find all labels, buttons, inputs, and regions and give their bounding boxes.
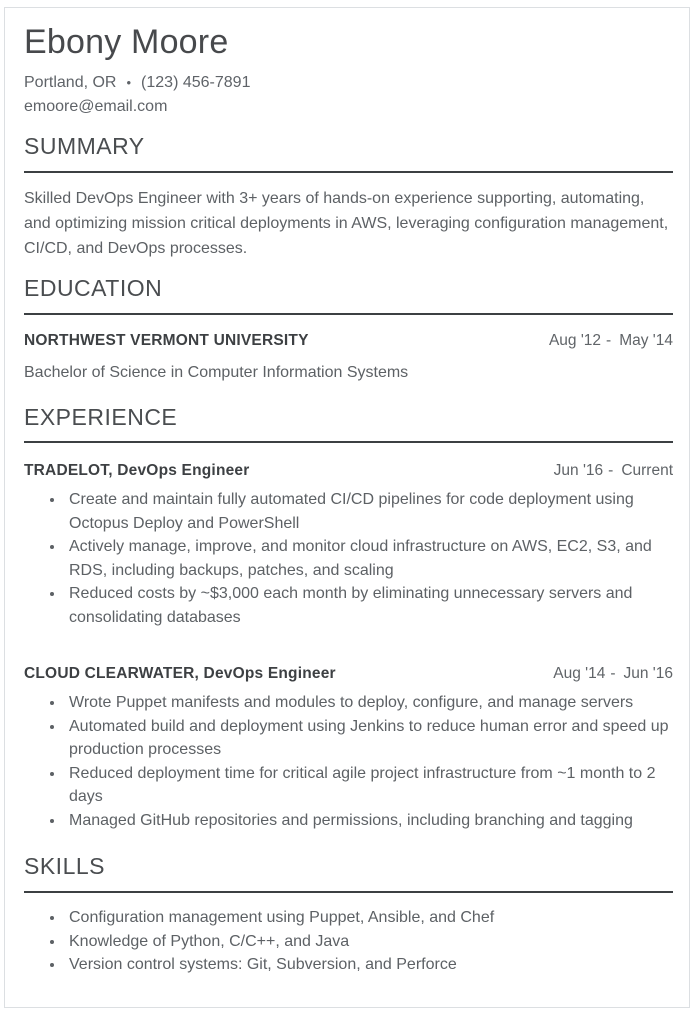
section-skills: [24, 852, 673, 976]
job-bullet-list: [24, 488, 673, 629]
skill-bullet: • Version control systems: Git, Subversion, and Perforce: [65, 953, 673, 977]
section-divider: [24, 441, 673, 443]
section-experience: [24, 403, 673, 833]
date-separator: -: [606, 331, 612, 349]
section-divider: [24, 313, 673, 315]
job-heading: CLOUD CLEARWATER, DevOps Engineer: [24, 665, 336, 683]
school-name: NORTHWEST VERMONT UNIVERSITY: [24, 331, 309, 349]
education-entry: [24, 332, 673, 385]
job-heading: TRADELOT, DevOps Engineer: [24, 462, 250, 480]
date-start: Aug '12: [548, 331, 602, 349]
date-end: Current: [621, 462, 673, 480]
bullet-separator: •: [126, 74, 132, 90]
degree-name: Bachelor of Science in Computer Information Systems: [24, 363, 409, 381]
section-divider: [24, 171, 673, 173]
summary-title: SUMMARY: [24, 132, 145, 159]
experience-title: EXPERIENCE: [24, 403, 178, 430]
skill-bullet: • Knowledge of Python, C/C++, and Java: [65, 930, 673, 954]
date-start: Aug '14: [553, 665, 606, 683]
job-bullet: • Automated build and deployment using Jenkins to reduce human error and speed up production processes: [65, 715, 673, 762]
job-bullet: • Reduced deployment time for critical agile project infrastructure from ~1 month to 2 days: [65, 762, 673, 809]
contact-line: [24, 71, 673, 95]
candidate-email: emoore@email.com: [24, 97, 168, 115]
date-start: Jun '16: [553, 462, 604, 480]
job-bullet: • Wrote Puppet manifests and modules to deploy, configure, and manage servers: [65, 691, 673, 715]
skills-bullet-list: [24, 906, 673, 977]
job-dates: [553, 665, 673, 683]
job-entry-tradelot: [24, 462, 673, 629]
job-bullet: • Reduced costs by ~$3,000 each month by eliminating unnecessary servers and consolidating databases: [65, 582, 673, 629]
job-entry-header: [24, 462, 673, 480]
education-title: EDUCATION: [24, 274, 163, 301]
education-entry-header: [24, 332, 673, 350]
date-separator: -: [608, 462, 614, 480]
education-dates: [549, 332, 673, 350]
date-end: Jun '16: [623, 665, 673, 683]
job-entry-header: [24, 665, 673, 683]
resume-page: [4, 7, 690, 1008]
job-bullet: • Create and maintain fully automated CI/CD pipelines for code deployment using Octopus Deploy and PowerShell: [65, 488, 673, 535]
candidate-location: Portland, OR: [24, 73, 117, 91]
summary-text: Skilled DevOps Engineer with 3+ years of hands-on experience supporting, automating, and optimizing mission critical deployments in AWS, leveraging configuration management, CI/CD, and DevOps processes.: [24, 189, 669, 257]
section-divider: [24, 891, 673, 893]
job-bullet: • Managed GitHub repositories and permissions, including branching and tagging: [65, 809, 673, 833]
candidate-phone: (123) 456-7891: [141, 73, 251, 91]
date-end: May '14: [619, 331, 673, 349]
job-entry-cloud-clearwater: [24, 665, 673, 832]
date-separator: -: [610, 665, 616, 683]
resume-header: [24, 22, 673, 119]
job-bullet: • Actively manage, improve, and monitor cloud infrastructure on AWS, EC2, S3, and RDS, including backups, patches, and scaling: [65, 535, 673, 582]
section-summary: [24, 132, 673, 261]
skills-title: SKILLS: [24, 853, 105, 880]
skill-bullet: • Configuration management using Puppet, Ansible, and Chef: [65, 906, 673, 930]
job-dates: [554, 462, 673, 480]
candidate-name: Ebony Moore: [24, 23, 229, 61]
job-bullet-list: [24, 691, 673, 832]
section-education: [24, 274, 673, 385]
